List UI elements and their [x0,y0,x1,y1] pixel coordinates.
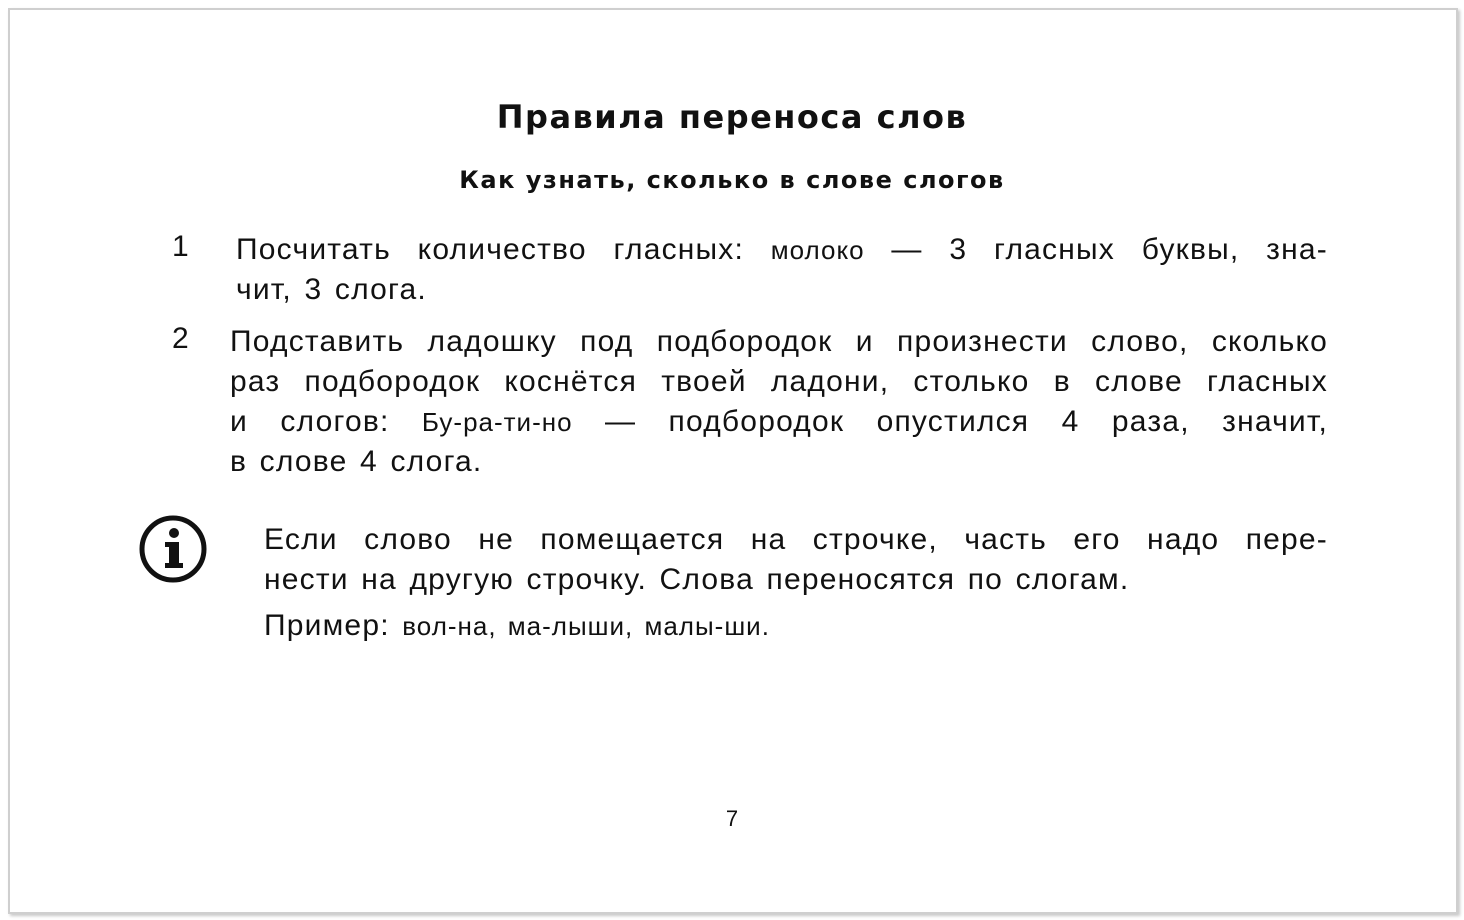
rule-1-line-2: чит, 3 слога. [236,273,427,306]
rule-1-line-1 [236,230,1328,270]
rule-1-line-1-text: Посчитать количество гласных: [236,233,771,266]
info-icon [138,514,208,584]
rule-2-line-4: в слове 4 слога. [230,445,483,478]
info-line-1: Если слово не помещается на строчке, часть его надо пере- [264,523,1328,556]
rule-2-number: 2 [172,322,189,355]
rule-2-line-1: Подставить ладошку под подбородок и произнести слово, сколько [230,325,1328,358]
page-number: 7 [725,806,739,831]
rule-1-line-1-rest: — 3 гласных буквы, зна- [864,233,1328,266]
rule-1-example-word: молоко [770,235,865,265]
info-example-line [264,606,1328,646]
page-title: Правила переноса слов [496,98,968,136]
info-text [264,520,1328,600]
rule-2-example-word: Бу-ра-ти-но [421,407,573,437]
info-example [264,606,1328,646]
example-words: вол-на, ма-лыши, малы-ши. [402,611,770,641]
example-label: Пример: [264,609,403,642]
rule-2-line-3 [230,402,1328,442]
rule-1-number: 1 [172,230,189,263]
section-subtitle: Как узнать, сколько в слове слогов [459,166,1005,194]
rule-2-line-3-rest: — подбородок опустился 4 раза, значит, [572,405,1329,438]
rule-2-text [230,322,1328,482]
rule-2-line-3-text: и слогов: [230,405,422,438]
info-line-2: нести на другую строчку. Слова переносятся по слогам. [264,563,1130,596]
rule-2-line-2: раз подбородок коснётся твоей ладони, столько в слове гласных [230,365,1328,398]
rule-1-text [236,230,1328,310]
